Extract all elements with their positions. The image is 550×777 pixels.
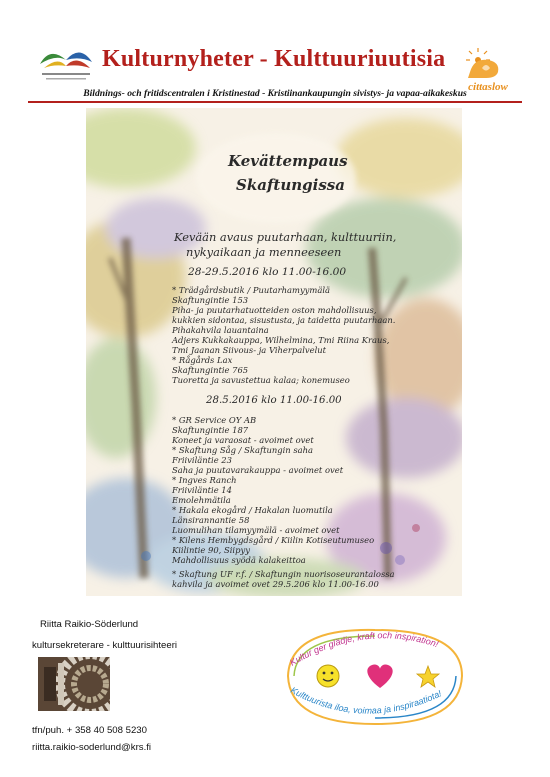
event-line: Mahdollisuus syödä kalakeittoa: [172, 555, 306, 565]
event-line: Piha- ja puutarhatuotteiden oston mahdollisuus,: [172, 305, 377, 315]
event-line: Koneet ja varaosat - avoimet ovet: [172, 435, 314, 445]
event-line: Pihakahvila lauantaina: [172, 325, 269, 335]
event-line: * GR Service OY AB: [172, 415, 257, 425]
event-poster: [86, 108, 462, 596]
event-line: Tmi Jaanan Siivous- ja Viherpalvelut: [172, 345, 327, 355]
contact-email: riitta.raikio-soderlund@krs.fi: [32, 742, 152, 753]
slogan-swedish: Kultur ger glädje, kraft och inspiration!: [288, 630, 440, 668]
event-line: kukkien sidontaa, sisustusta, ja taidetta puutarhaan.: [172, 315, 396, 325]
event-line: * Skaftung Såg / Skaftungin saha: [172, 445, 314, 455]
poster-title-line: Kevättempaus: [228, 152, 348, 170]
contact-role: kultursekreterare - kulttuurisihteeri: [32, 640, 178, 651]
event-line: * Ingves Ranch: [172, 475, 237, 485]
event-line: * Skaftung UF r.f. / Skaftungin nuorisoseurantalossa: [172, 569, 395, 579]
event-line: Länsirannantie 58: [172, 515, 250, 525]
event-line: Luomulihan tilamyymälä - avoimet ovet: [172, 525, 340, 535]
event-line: Friiviläntie 23: [172, 455, 232, 465]
newsletter-title: Kulturnyheter - Kulttuuriuutisia: [102, 46, 446, 72]
poster-dates: 28.5.2016 klo 11.00-16.00: [206, 395, 342, 406]
contact-name: Riitta Raikio-Söderlund: [40, 619, 139, 630]
event-line: * Trädgårdsbutik / Puutarhamyymälä: [172, 285, 331, 295]
event-line: * Kilens Hembygdsgård / Kiilin Kotiseutumuseo: [172, 535, 375, 545]
poster-intro-line: nykyaikaan ja menneeseen: [186, 245, 342, 259]
slogan-finnish: Kulttuurista iloa, voimaa ja inspiraatiota!: [289, 685, 444, 716]
header-subtitle: Bildnings- och fritidscentralen i Kristinestad - Kristiinankaupungin sivistys- ja vapaa-aikakeskus: [83, 88, 467, 99]
contact-photo: [38, 657, 110, 711]
event-line: Emolehmätila: [172, 495, 231, 505]
municipality-logo: [36, 40, 96, 86]
event-line: Adjers Kukkakauppa, Wilhelmina, Tmi Riina Kraus,: [172, 335, 390, 345]
poster-intro-line: Kevään avaus puutarhaan, kulttuuriin,: [174, 230, 397, 244]
event-line: Skaftungintie 153: [172, 295, 249, 305]
event-line: * Hakala ekogård / Hakalan luomutila: [172, 505, 333, 515]
event-line: Friiviläntie 14: [172, 485, 232, 495]
poster-dates: 28-29.5.2016 klo 11.00-16.00: [188, 266, 347, 278]
cittaslow-wordmark: cittaslow: [468, 81, 508, 93]
event-line: * Rågårds Lax: [172, 355, 233, 365]
event-line: Saha ja puutavarakauppa - avoimet ovet: [172, 465, 344, 475]
header-divider: [28, 101, 522, 103]
poster-title-line: Skaftungissa: [236, 176, 345, 194]
cittaslow-logo: [456, 38, 520, 94]
contact-phone: tfn/puh. + 358 40 508 5230: [32, 725, 147, 736]
culture-slogan-badge: [280, 620, 470, 730]
event-line: Tuoretta ja savustettua kalaa; konemuseo: [172, 375, 350, 385]
event-line: Skaftungintie 765: [172, 365, 249, 375]
smiley-icon: [317, 665, 339, 687]
event-line: Skaftungintie 187: [172, 425, 249, 435]
event-line: kahvila ja avoimet ovet 29.5.206 klo 11.00-16.00: [172, 579, 379, 589]
event-line: Kiilintie 90, Siipyy: [172, 545, 250, 555]
